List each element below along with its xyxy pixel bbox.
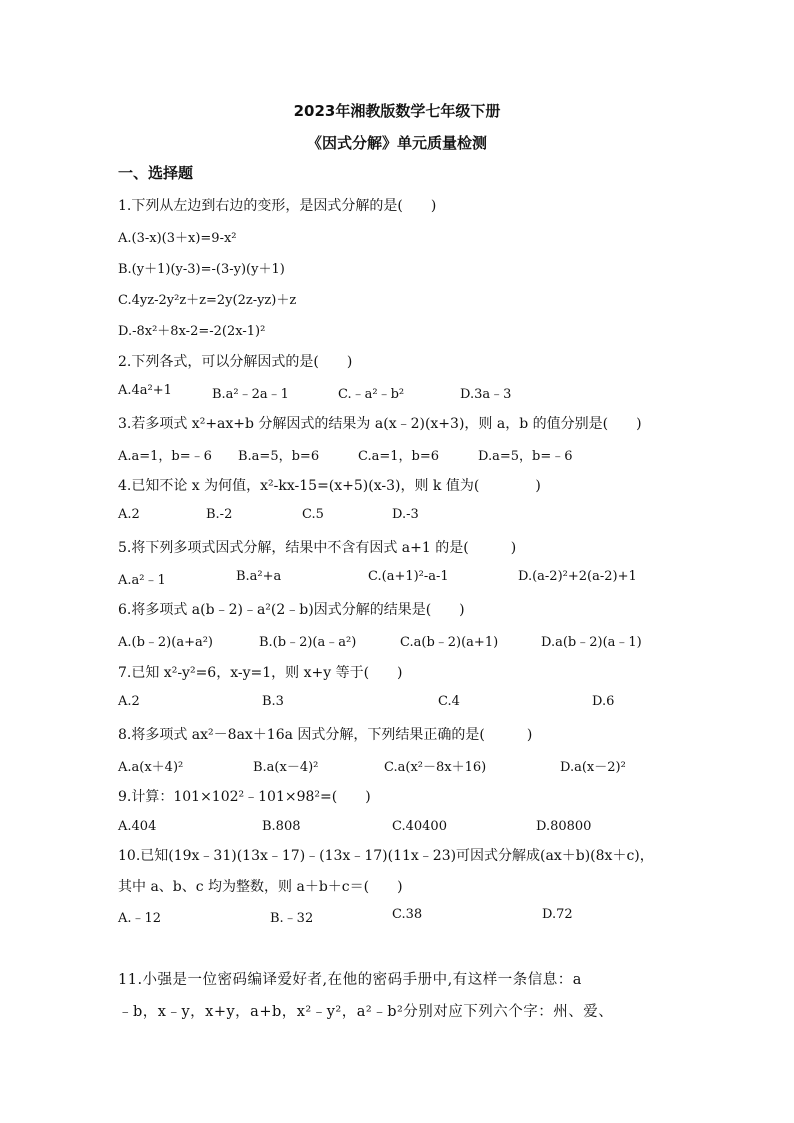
q8-options <box>118 756 678 776</box>
option-c: C.a(x²－8x＋16) <box>384 760 487 775</box>
q4-options <box>118 507 678 527</box>
option-label: B.(y＋1)(y-3)=-(3-y)(y＋1) <box>118 262 285 277</box>
q3-options <box>118 445 678 465</box>
option-b: B.a²﹣2a﹣1 <box>212 387 289 402</box>
option-a: A.﹣12 <box>118 911 162 926</box>
question-8: 8.将多项式 ax²－8ax＋16a 因式分解，下列结果正确的是( ) <box>118 727 533 743</box>
q5-options <box>118 569 678 589</box>
option-a: A.(b﹣2)(a+a²) <box>118 635 214 650</box>
option-d: D.-3 <box>392 507 419 522</box>
question-6: 6.将多项式 a(b﹣2)﹣a²(2﹣b)因式分解的结果是( ) <box>118 602 465 618</box>
option-b: B.﹣32 <box>270 911 314 926</box>
q2-options <box>118 383 678 403</box>
option-b: B.808 <box>262 819 301 834</box>
q9-options <box>118 819 678 839</box>
option-b: B.a(x－4)² <box>253 760 319 775</box>
option-b: B.3 <box>262 694 284 709</box>
question-11-line1: 11.小强是一位密码编译爱好者,在他的密码手册中,有这样一条信息：a <box>118 972 582 988</box>
option-c: C.(a+1)²-a-1 <box>368 569 449 584</box>
option-d: D.6 <box>592 694 615 709</box>
q1-option-c <box>118 289 678 309</box>
question-5: 5.将下列多项式因式分解，结果中不含有因式 a+1 的是( ) <box>118 540 517 556</box>
question-9: 9.计算：101×102²﹣101×98²=( ) <box>118 789 371 805</box>
option-c: C.40400 <box>392 819 447 834</box>
section-heading: 一、选择题 <box>118 164 194 182</box>
option-a: A.404 <box>118 819 157 834</box>
option-c: C.4 <box>438 694 460 709</box>
option-c: C.﹣a²﹣b² <box>338 387 405 402</box>
q10-options <box>118 907 678 927</box>
option-c: C.5 <box>302 507 324 522</box>
document-title: 2023年湘教版数学七年级下册 <box>293 102 501 120</box>
option-a: A.4a²+1 <box>118 383 172 398</box>
option-d: D.a=5，b=﹣6 <box>478 449 573 464</box>
option-d: D.80800 <box>536 819 592 834</box>
q1-option-d <box>118 320 678 340</box>
option-d: D.72 <box>542 907 573 922</box>
q1-option-a <box>118 227 678 247</box>
option-b: B.a²+a <box>236 569 282 584</box>
option-c: C.38 <box>392 907 423 922</box>
option-d: D.(a-2)²+2(a-2)+1 <box>518 569 637 584</box>
q1-option-b <box>118 258 678 278</box>
question-2: 2.下列各式，可以分解因式的是( ) <box>118 354 353 370</box>
question-11-line2: ﹣b，x﹣y，x+y，a+b，x²﹣y²，a²﹣b²分别对应下列六个字：州、爱、 <box>118 1004 614 1020</box>
option-d: D.3a﹣3 <box>460 387 512 402</box>
question-3: 3.若多项式 x²+ax+b 分解因式的结果为 a(x﹣2)(x+3)，则 a，b 的值分别是( ) <box>118 416 642 432</box>
option-a: A.a=1，b=﹣6 <box>118 449 212 464</box>
option-d: D.a(x－2)² <box>560 760 626 775</box>
option-a: A.a(x＋4)² <box>118 760 184 775</box>
option-a: A.2 <box>118 507 140 522</box>
question-7: 7.已知 x²-y²=6，x-y=1，则 x+y 等于( ) <box>118 665 403 681</box>
question-10-line2: 其中 a、b、c 均为整数，则 a＋b＋c＝( ) <box>118 879 403 895</box>
q7-options <box>118 694 678 714</box>
option-a: A.2 <box>118 694 140 709</box>
option-b: B.-2 <box>206 507 233 522</box>
option-label: C.4yz-2y²z＋z=2y(2z-yz)＋z <box>118 293 297 308</box>
document-subtitle: 《因式分解》单元质量检测 <box>306 134 487 152</box>
question-4: 4.已知不论 x 为何值，x²-kx-15=(x+5)(x-3)，则 k 值为( ) <box>118 478 541 494</box>
option-a: A.a²﹣1 <box>118 573 166 588</box>
option-c: C.a(b﹣2)(a+1) <box>400 635 499 650</box>
option-d: D.a(b﹣2)(a﹣1) <box>541 635 642 650</box>
option-b: B.a=5，b=6 <box>238 449 320 464</box>
question-1: 1.下列从左边到右边的变形，是因式分解的是( ) <box>118 198 437 214</box>
option-c: C.a=1，b=6 <box>358 449 440 464</box>
q6-options <box>118 631 678 651</box>
option-label: D.-8x²＋8x-2=-2(2x-1)² <box>118 324 266 339</box>
option-b: B.(b﹣2)(a﹣a²) <box>259 635 357 650</box>
option-label: A.(3-x)(3＋x)=9-x² <box>118 231 237 246</box>
question-10: 10.已知(19x﹣31)(13x﹣17)﹣(13x﹣17)(11x﹣23)可因式分解成(ax＋b)(8x＋c)， <box>118 848 654 864</box>
